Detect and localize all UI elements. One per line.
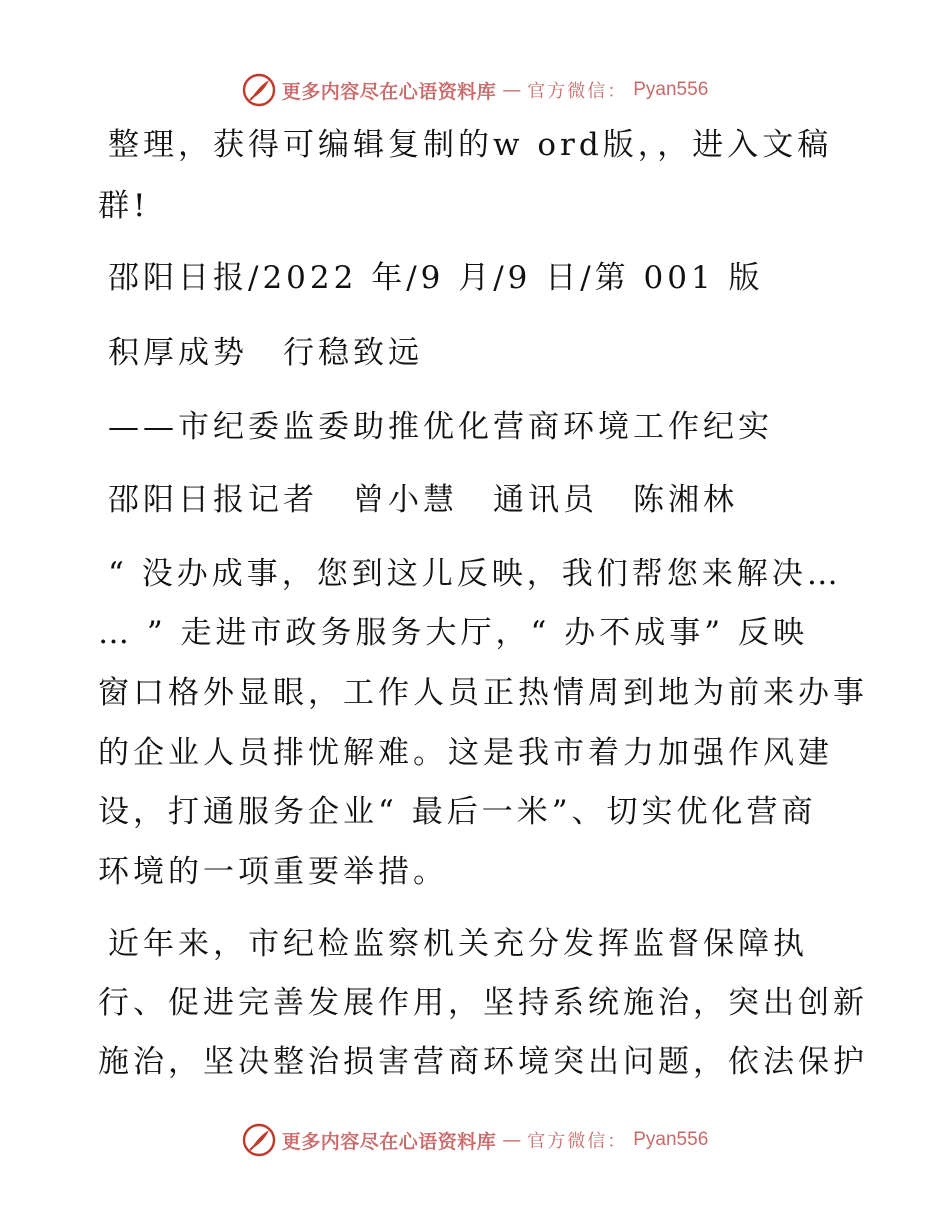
banner-separator: —: [502, 79, 522, 101]
banner-wechat-id: Pyan556: [633, 1129, 709, 1150]
byline: 邵阳日报记者 曾小慧 通讯员 陈湘林: [108, 482, 738, 518]
text-line: 环境的一项重要举措。: [98, 854, 448, 890]
article-subtitle: ——市纪委监委助推优化营商环境工作纪实: [108, 409, 773, 445]
text-line: 近年来，市纪检监察机关充分发挥监督保障执: [108, 926, 808, 962]
banner-separator: —: [502, 1129, 522, 1151]
article-title: 积厚成势 行稳致远: [108, 335, 423, 371]
banner-text: 更多内容尽在心语资料库: [281, 1130, 497, 1153]
text-line: 施治，坚决整治损害营商环境突出问题，依法保护: [98, 1044, 868, 1080]
text-line: 窗口格外显眼，工作人员正热情周到地为前来办事: [98, 675, 868, 711]
text-line: “ 没办成事，您到这儿反映，我们帮您来解决…: [108, 556, 842, 592]
text-line: 整理，获得可编辑复制的w ord版，，进入文稿: [108, 127, 833, 163]
feather-seal-icon: [242, 73, 276, 107]
banner-wechat-label: 官方微信：: [527, 1131, 628, 1152]
text-line: … ” 走进市政务服务大厅，“ 办不成事” 反映: [98, 615, 808, 651]
banner-wechat-id: Pyan556: [633, 79, 709, 100]
text-line: 的企业人员排忧解难。这是我市着力加强作风建: [98, 735, 833, 771]
banner-text: 更多内容尽在心语资料库: [281, 80, 497, 103]
header-watermark-banner: [0, 70, 950, 110]
footer-watermark-banner: [0, 1120, 950, 1160]
banner-wechat-label: 官方微信：: [527, 81, 628, 102]
text-line: 群!: [98, 188, 150, 224]
text-line: 设，打通服务企业“ 最后一米”、切实优化营商: [98, 794, 817, 830]
source-line: 邵阳日报/2022 年/9 月/9 日/第 001 版: [108, 260, 764, 296]
feather-seal-icon: [242, 1123, 276, 1157]
text-line: 行、促进完善发展作用，坚持系统施治，突出创新: [98, 985, 868, 1021]
